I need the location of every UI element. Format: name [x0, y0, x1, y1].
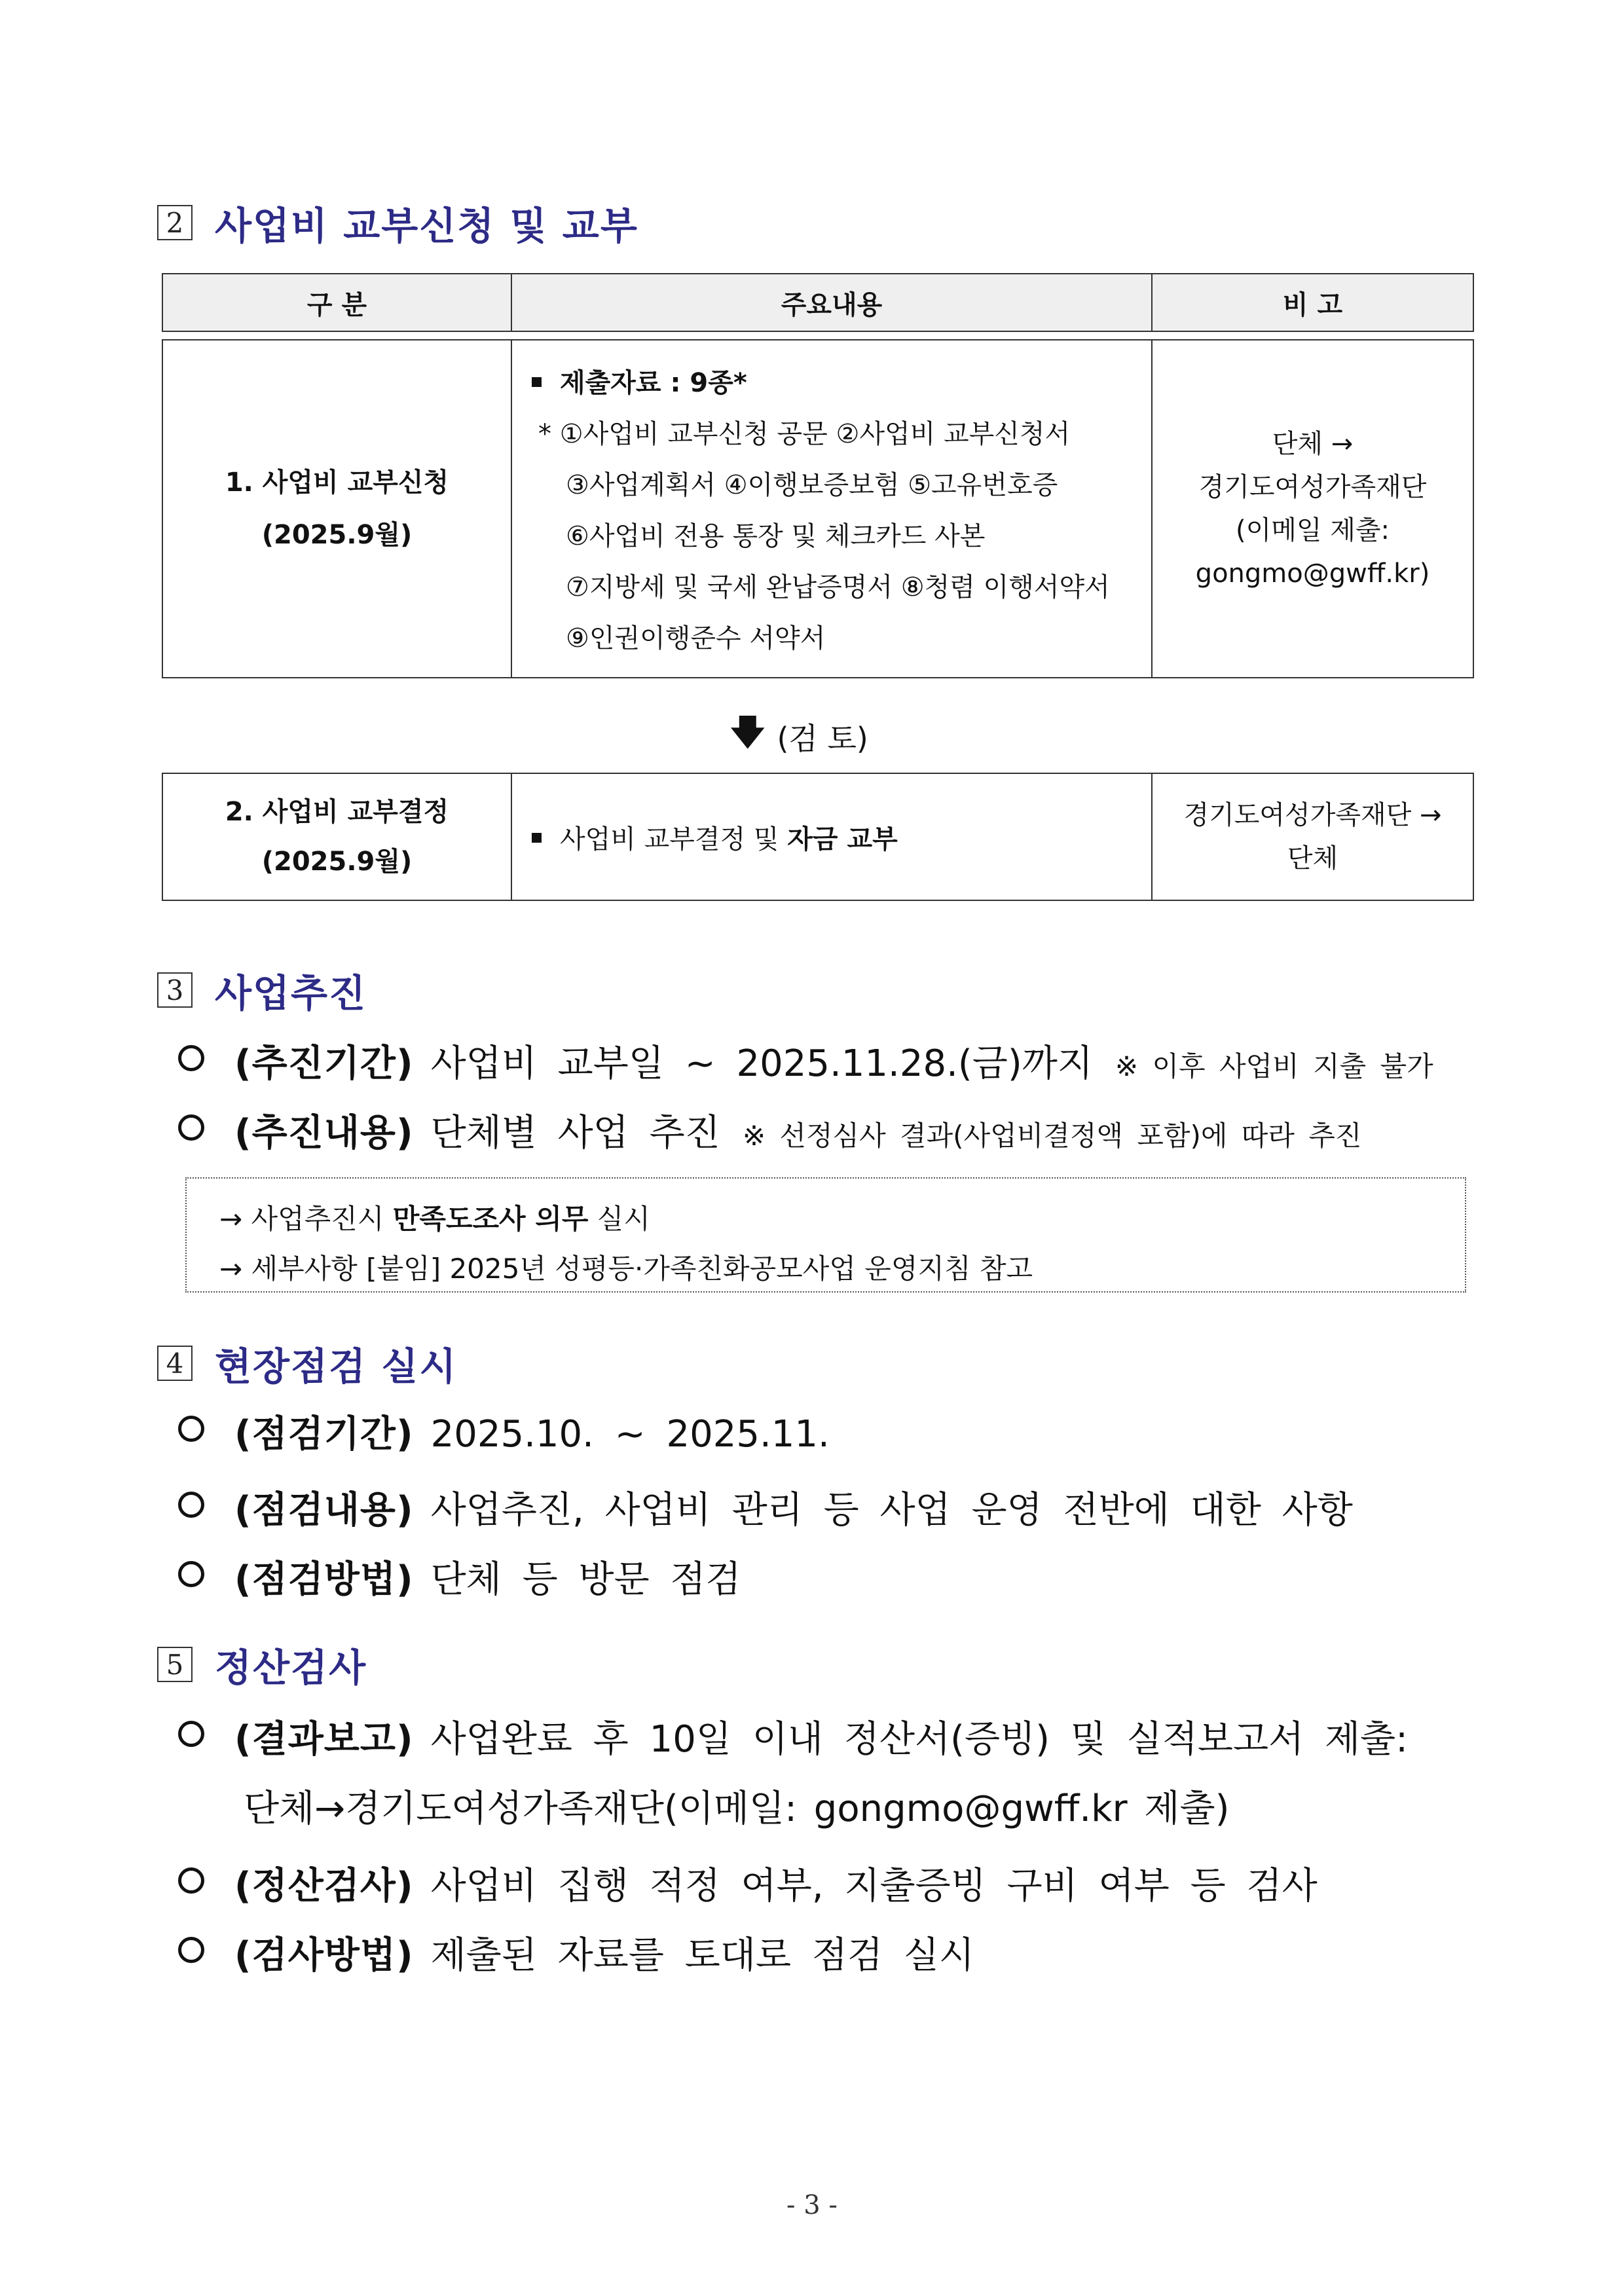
item-text: 2025.10. ~ 2025.11. — [430, 1413, 830, 1456]
list-item — [178, 1104, 1361, 1156]
note-box-line — [219, 1194, 1465, 1244]
list-item — [178, 1551, 741, 1603]
note-box-line: → 세부사항 [붙임] 2025년 성평등·가족친화공모사업 운영지침 참고 — [219, 1253, 1033, 1285]
row-period: (2025.9월) — [261, 520, 413, 550]
note-line: 경기도여성가족재단 — [1198, 472, 1427, 502]
row-content-cell — [511, 340, 1152, 678]
section-number-box: 3 — [157, 972, 193, 1008]
item-text: 사업비 교부일 ~ 2025.11.28.(금)까지 — [430, 1042, 1093, 1085]
header-content: 주요내용 — [511, 274, 1152, 331]
note-line: gongmo@gwff.kr) — [1195, 559, 1430, 589]
row-content-cell — [511, 773, 1152, 900]
item-label: (검사방법) — [234, 1934, 414, 1977]
doc-line: ⑦지방세 및 국세 완납증명서 ⑧청렴 이행서약서 — [566, 572, 1110, 602]
item-label: (추진내용) — [234, 1112, 414, 1154]
table-row — [162, 773, 1473, 900]
row-label-cell — [162, 773, 511, 900]
list-item — [178, 1481, 1353, 1533]
disbursement-table-row1 — [162, 339, 1474, 678]
doc-line: ⑨인권이행준수 서약서 — [566, 623, 826, 653]
item-label: (점검내용) — [234, 1489, 414, 1532]
decision-table — [162, 773, 1474, 901]
item-text: 제출된 자료를 토대로 점검 실시 — [430, 1934, 975, 1977]
section-title: 정산검사 — [215, 1645, 367, 1690]
section-number-box: 2 — [157, 205, 193, 240]
note-box — [185, 1177, 1466, 1293]
list-item — [178, 1857, 1318, 1909]
note-line: 단체 → — [1272, 429, 1354, 459]
doc-line: * ①사업비 교부신청 공문 ②사업비 교부신청서 — [538, 419, 1071, 449]
table-row — [162, 340, 1473, 678]
note-line: 경기도여성가족재단 → — [1183, 800, 1442, 830]
circle-bullet-icon — [178, 1492, 204, 1518]
row-label: 1. 사업비 교부신청 — [225, 468, 449, 498]
circle-bullet-icon — [178, 1721, 204, 1747]
item-text: 사업완료 후 10일 이내 정산서(증빙) 및 실적보고서 제출: — [430, 1718, 1409, 1761]
note-text: → 사업추진시 — [219, 1203, 393, 1235]
bullet-bold-text: 자금 교부 — [787, 824, 898, 854]
row-label: 2. 사업비 교부결정 — [225, 797, 449, 827]
item-label: (점검기간) — [234, 1413, 414, 1456]
section-number-box: 5 — [157, 1647, 193, 1682]
circle-bullet-icon — [178, 1045, 204, 1071]
item-continuation: 단체→경기도여성가족재단(이메일: gongmo@gwff.kr 제출) — [244, 1788, 1230, 1830]
item-note: ※ 이후 사업비 지출 불가 — [1115, 1050, 1433, 1082]
item-label: (정산검사) — [234, 1865, 414, 1907]
bullet-item — [532, 358, 1151, 409]
item-text: 사업비 집행 적정 여부, 지출증빙 구비 여부 등 검사 — [430, 1865, 1318, 1907]
item-label: (추진기간) — [234, 1042, 414, 1085]
review-label: (검 토) — [777, 720, 868, 756]
square-bullet-icon — [532, 833, 542, 843]
item-text: 단체 등 방문 점검 — [430, 1558, 741, 1601]
list-item — [178, 1710, 1408, 1763]
circle-bullet-icon — [178, 1114, 204, 1141]
list-item — [178, 1405, 830, 1458]
doc-line: ③사업계획서 ④이행보증보험 ⑤고유번호증 — [566, 470, 1058, 500]
section-2-heading — [157, 195, 638, 250]
circle-bullet-icon — [178, 1867, 204, 1894]
header-category: 구 분 — [162, 274, 511, 331]
doc-line: ⑥사업비 전용 통장 및 체크카드 사본 — [566, 521, 986, 551]
header-note: 비 고 — [1152, 274, 1473, 331]
item-text: 단체별 사업 추진 — [430, 1112, 720, 1154]
circle-bullet-icon — [178, 1561, 204, 1587]
note-line: (이메일 제출: — [1236, 515, 1390, 545]
section-title: 사업비 교부신청 및 교부 — [215, 204, 638, 248]
arrow-down-icon: 🡇 — [730, 713, 766, 752]
item-note: ※ 선정심사 결과(사업비결정액 포함)에 따라 추진 — [742, 1120, 1362, 1152]
row-note-cell — [1152, 773, 1473, 900]
item-text: 사업추진, 사업비 관리 등 사업 운영 전반에 대한 사항 — [430, 1489, 1353, 1532]
item-label: (점검방법) — [234, 1558, 414, 1601]
row-label-cell — [162, 340, 511, 678]
note-bold-text: 만족도조사 의무 — [392, 1203, 589, 1235]
circle-bullet-icon — [178, 1416, 204, 1442]
section-title: 사업추진 — [215, 971, 367, 1016]
section-number-box: 4 — [157, 1346, 193, 1381]
table-header-row — [162, 274, 1473, 331]
circle-bullet-icon — [178, 1937, 204, 1963]
square-bullet-icon — [532, 377, 542, 387]
section-5-heading — [157, 1637, 367, 1692]
row-note-cell — [1152, 340, 1473, 678]
note-line: 단체 — [1287, 843, 1338, 873]
page-number: - 3 - — [786, 2190, 838, 2220]
item-label: (결과보고) — [234, 1718, 414, 1761]
disbursement-table — [162, 273, 1474, 332]
list-item — [178, 1926, 974, 1979]
review-arrow — [730, 707, 868, 765]
bullet-text: 제출자료 : 9종* — [560, 368, 747, 398]
bullet-text: 사업비 교부결정 및 — [560, 824, 788, 854]
section-4-heading — [157, 1336, 457, 1391]
section-title: 현장점검 실시 — [215, 1344, 458, 1389]
section-3-heading — [157, 963, 367, 1018]
note-text: 실시 — [588, 1203, 650, 1235]
list-item — [178, 1035, 1433, 1087]
row-period: (2025.9월) — [261, 847, 413, 877]
